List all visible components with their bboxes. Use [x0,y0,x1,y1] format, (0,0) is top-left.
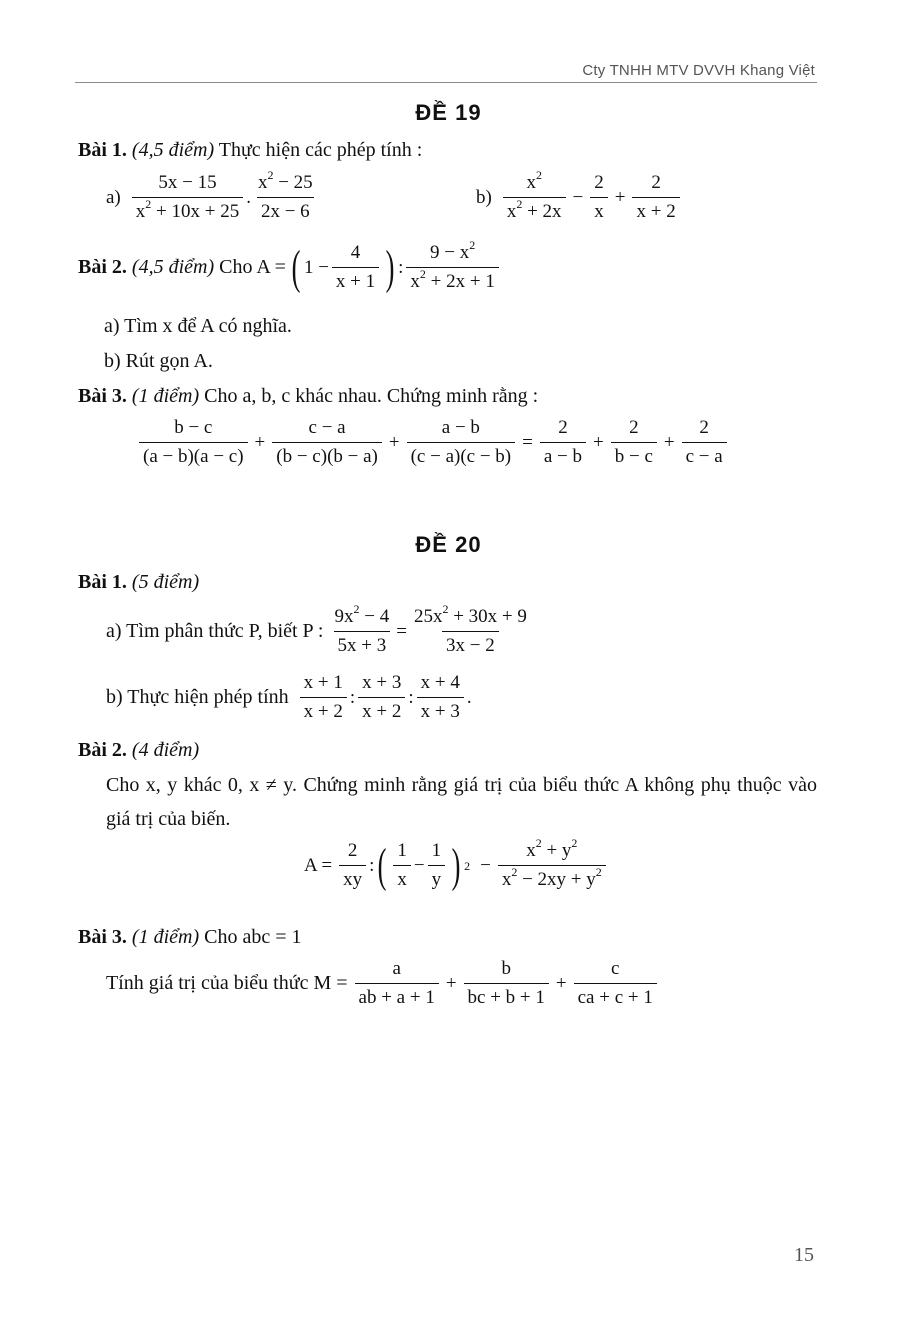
exam20-problem1-b: b) Thực hiện phép tính $\frac{x + 1}{x + 2}$ : $\frac{x + 3}{x + 2}$ : $\frac{x + 4}{x + 3}$ . [106,672,472,722]
exam19-problem2-heading: Bài 2. (4,5 điểm) Cho A = ( 1 − $\frac{4}{x + 1}$ ) : $\frac{9 - x^2}{x^2 + 2x + 1}$ [78,242,502,293]
exam19-problem3-heading: Bài 3. (1 điểm) Cho a, b, c khác nhau. Chứng minh rằng : [78,385,539,407]
exam20-problem2-heading: Bài 2. (4 điểm) [78,739,200,761]
fraction: $\frac{a}{ab + a + 1}$ [355,958,439,1009]
fraction: $\frac{9x^2 - 4}{5x + 3}$ [334,602,390,656]
fraction: $\frac{x + 4}{x + 3}$ [417,672,464,723]
publisher-name: Cty TNHH MTV DVVH Khang Việt [582,62,815,79]
exam20-problem1-a: a) Tìm phân thức P, biết P : $\frac{9x^2 - 4}{5x + 3}$ = $\frac{25x^2 + 30x + 9}{3x - 2}$ [106,606,534,657]
fraction: $\frac{9 - x^2}{x^2 + 2x + 1}$ [406,242,498,293]
fraction: $\frac{5x - 15}{x^2 + 10x + 25}$ [132,172,243,223]
exam19-problem3-identity: $\frac{b - c}{(a - b)(a - c)}$ + $\frac{c - a}{(b - c)(b - a)}$ + $\frac{a - b}{(c - a)(c - b)}$ = $\frac{2}{a - b}$ + $\frac{2}{b - c}$ + $\frac{2}{c - a}$ [136,417,730,468]
fraction: $\frac{x^2 + y^2}{x^2 - 2xy + y^2}$ [498,840,606,891]
fraction: $\frac{4}{x + 1}$ [332,242,379,293]
fraction: $\frac{c}{ca + c + 1}$ [574,958,657,1009]
exam-20-title: ĐỀ 20 [415,532,482,557]
exam20-problem2-expression: A = $\frac{2}{xy}$ : ( $\frac{1}{x}$ − $\frac{1}{y}$ ) 2 − $\frac{x^2 + y^2}{x^2 - 2xy + y^2}$ [304,840,609,891]
fraction: $\frac{2}{xy}$ [339,840,366,891]
exam19-problem1-heading: Bài 1. (4,5 điểm) Thực hiện các phép tính : [78,139,423,161]
fraction: $\frac{2}{c - a}$ [682,417,727,468]
exam-19-title: ĐỀ 19 [415,100,482,125]
fraction: $\frac{x + 1}{x + 2}$ [300,672,347,723]
fraction: $\frac{b}{bc + b + 1}$ [464,958,549,1009]
fraction: $\frac{c - a}{(b - c)(b - a)}$ [272,417,382,468]
exam20-problem3-expression: Tính giá trị của biểu thức M = $\frac{a}{ab + a + 1}$ + $\frac{b}{bc + b + 1}$ + $\frac{c}{ca + c + 1}$ [106,958,660,1009]
fraction: $\frac{1}{x}$ [393,840,411,891]
fraction: $\frac{x^2}{x^2 + 2x}$ [503,172,566,223]
exam19-problem2-b: b) Rút gọn A. [104,350,213,372]
exam19-problem1-a: a) $\frac{5x - 15}{x^2 + 10x + 25}$ . $\frac{x^2 - 25}{2x - 6}$ [106,172,320,223]
fraction: $\frac{25x^2 + 30x + 9}{3x - 2}$ [413,602,527,656]
exam19-problem1-b: b) $\frac{x^2}{x^2 + 2x}$ − $\frac{2}{x}$ + $\frac{2}{x + 2}$ [476,172,683,223]
exam19-problem2-a: a) Tìm x để A có nghĩa. [104,315,292,337]
exam20-problem3-heading: Bài 3. (1 điểm) Cho abc = 1 [78,926,302,948]
fraction: $\frac{b - c}{(a - b)(a - c)}$ [139,417,248,468]
fraction: $\frac{x^2 - 25}{2x - 6}$ [257,168,313,222]
page-header [75,56,817,83]
fraction: $\frac{2}{x}$ [590,172,608,223]
page-number: 15 [794,1244,814,1266]
fraction: $\frac{2}{x + 2}$ [632,172,679,223]
fraction: $\frac{2}{b - c}$ [611,417,657,468]
fraction: $\frac{x + 3}{x + 2}$ [358,672,405,723]
fraction: $\frac{2}{a - b}$ [540,417,586,468]
exam20-problem1-heading: Bài 1. (5 điểm) [78,571,200,593]
fraction: $\frac{a - b}{(c - a)(c - b)}$ [407,417,516,468]
fraction: $\frac{1}{y}$ [428,840,446,891]
exam20-problem2-text: Cho x, y khác 0, x ≠ y. Chứng minh rằng giá trị của biểu thức A không phụ thuộc vào giá trị của biến. [106,774,817,830]
